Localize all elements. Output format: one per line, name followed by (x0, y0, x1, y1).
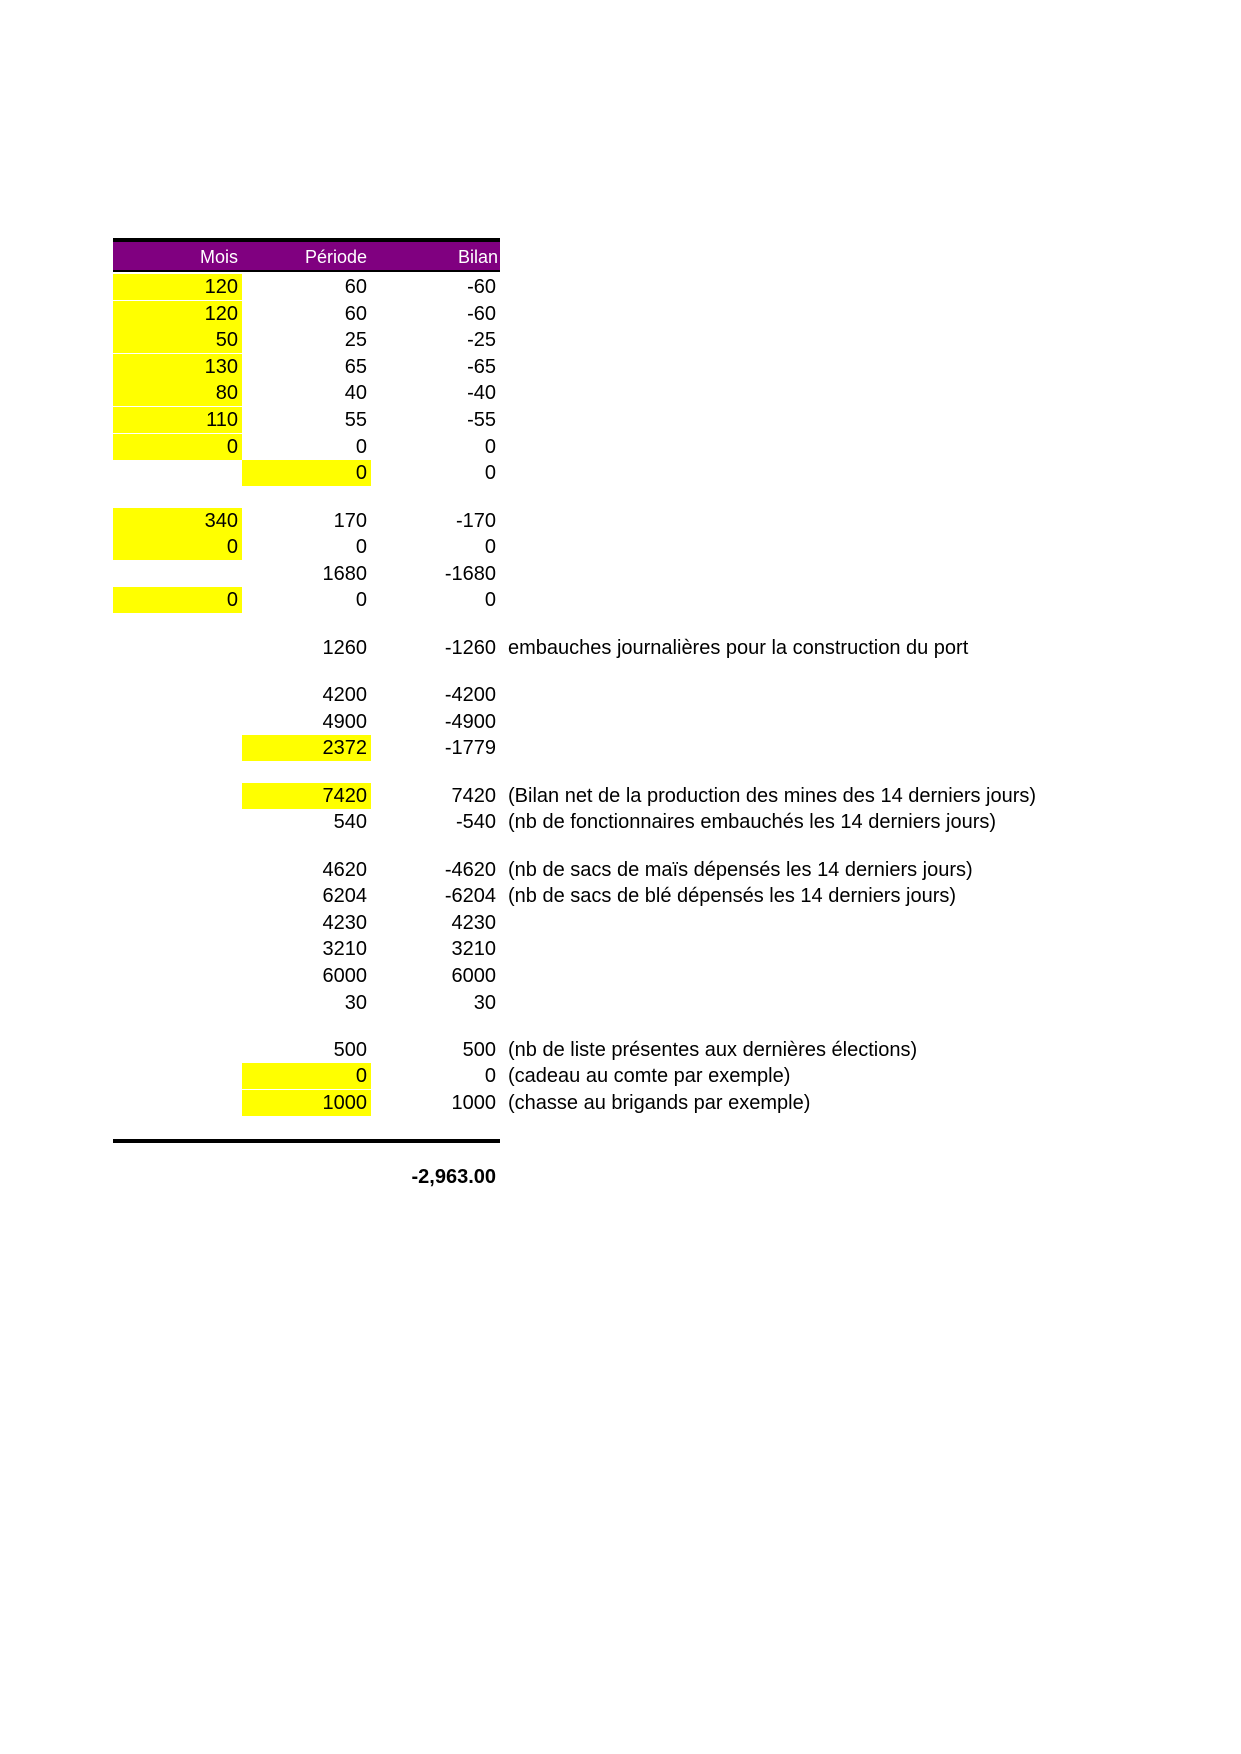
cell-periode[interactable]: 540 (333, 811, 367, 834)
table-row (113, 534, 1131, 560)
cell-note[interactable]: embauches journalières pour la construction du port (508, 636, 969, 659)
cell-bilan[interactable]: -60 (467, 302, 496, 325)
cell-mois[interactable]: 340 (113, 508, 242, 534)
cell-mois[interactable] (113, 990, 242, 1016)
table-row (113, 587, 1131, 613)
cell-periode[interactable]: 4620 (322, 858, 367, 881)
cell-periode[interactable]: 2372 (242, 735, 371, 761)
table-row (113, 327, 1131, 353)
cell-bilan[interactable]: -40 (467, 382, 496, 405)
cell-mois[interactable] (113, 910, 242, 936)
cell-periode[interactable]: 4230 (322, 911, 367, 934)
cell-note[interactable] (500, 561, 1131, 587)
table-row (113, 434, 1131, 460)
table-row (113, 380, 1131, 406)
cell-bilan[interactable]: -4200 (444, 684, 496, 707)
cell-periode[interactable]: 4200 (322, 684, 367, 707)
cell-note[interactable]: (nb de liste présentes aux dernières élections) (508, 1038, 918, 1061)
cell-mois[interactable] (113, 460, 242, 486)
cell-periode[interactable]: 0 (355, 536, 367, 559)
cell-note[interactable] (500, 963, 1131, 989)
table-row (113, 1090, 1131, 1116)
cell-periode[interactable]: 1680 (322, 562, 367, 585)
cell-note[interactable] (500, 587, 1131, 613)
cell-bilan[interactable]: 3210 (451, 938, 496, 961)
cell-mois[interactable] (113, 883, 242, 909)
cell-bilan[interactable]: 0 (484, 536, 496, 559)
table-row (113, 561, 1131, 587)
table-row (113, 709, 1131, 735)
cell-note[interactable] (500, 327, 1131, 353)
cell-mois[interactable]: 50 (113, 327, 242, 353)
cell-note[interactable]: (chasse au brigands par exemple) (508, 1092, 811, 1115)
cell-periode[interactable]: 3210 (322, 938, 367, 961)
total-value[interactable]: -2,963.00 (411, 1165, 496, 1188)
table-row (113, 682, 1131, 708)
cell-note[interactable] (500, 534, 1131, 560)
table-row (113, 301, 1131, 327)
table-row (113, 508, 1131, 534)
cell-bilan[interactable]: -1260 (444, 636, 496, 659)
cell-periode[interactable]: 1000 (242, 1090, 371, 1116)
cell-periode[interactable]: 0 (242, 460, 371, 486)
cell-periode[interactable]: 1260 (322, 636, 367, 659)
cell-bilan[interactable]: -65 (467, 355, 496, 378)
cell-note[interactable] (500, 460, 1131, 486)
cell-periode[interactable]: 60 (344, 276, 367, 298)
table-row (113, 407, 1131, 433)
cell-mois[interactable]: 0 (113, 434, 242, 460)
table-row (113, 963, 1131, 989)
cell-mois[interactable]: 110 (113, 407, 242, 433)
cell-periode[interactable]: 7420 (242, 783, 371, 809)
table-row (113, 635, 1131, 661)
cell-note[interactable]: (nb de fonctionnaires embauchés les 14 derniers jours) (508, 811, 997, 834)
cell-bilan[interactable]: 0 (484, 589, 496, 612)
cell-note[interactable]: (nb de sacs de blé dépensés les 14 derniers jours) (508, 885, 957, 908)
cell-note[interactable] (500, 407, 1131, 433)
cell-mois[interactable] (113, 561, 242, 587)
table-row (113, 274, 1131, 300)
cell-bilan[interactable]: -4620 (444, 858, 496, 881)
cell-mois[interactable] (113, 682, 242, 708)
table-row (113, 910, 1131, 936)
cell-periode[interactable]: 30 (344, 991, 367, 1014)
cell-note[interactable] (500, 990, 1131, 1016)
cell-mois[interactable] (113, 635, 242, 661)
cell-mois[interactable]: 120 (113, 274, 242, 300)
cell-mois[interactable] (113, 936, 242, 962)
cell-note[interactable] (500, 380, 1131, 406)
cell-note[interactable] (500, 508, 1131, 534)
cell-bilan[interactable]: -55 (467, 409, 496, 431)
cell-mois[interactable] (113, 1090, 242, 1116)
bottom-border (113, 1139, 500, 1143)
cell-bilan[interactable]: -4900 (444, 710, 496, 733)
cell-note[interactable] (500, 682, 1131, 708)
cell-bilan[interactable]: -25 (467, 329, 496, 352)
cell-bilan[interactable]: 4230 (451, 911, 496, 934)
cell-periode[interactable]: 170 (333, 509, 367, 532)
header-mois[interactable]: Mois (199, 247, 238, 267)
cell-periode[interactable]: 25 (344, 329, 367, 352)
cell-note[interactable] (500, 301, 1131, 327)
cell-periode[interactable]: 500 (333, 1038, 367, 1061)
cell-bilan[interactable]: -60 (467, 276, 496, 298)
cell-note[interactable] (500, 735, 1131, 761)
cell-mois[interactable] (113, 709, 242, 735)
cell-periode[interactable]: 40 (344, 382, 367, 405)
cell-bilan[interactable]: 0 (484, 1065, 496, 1088)
cell-bilan[interactable]: -1779 (444, 737, 496, 760)
cell-bilan[interactable]: 7420 (451, 784, 496, 807)
cell-periode[interactable]: 0 (242, 1063, 371, 1089)
cell-note[interactable] (500, 274, 1131, 300)
table-row (113, 809, 1131, 835)
cell-mois[interactable]: 120 (113, 301, 242, 327)
cell-bilan[interactable]: -540 (455, 811, 496, 834)
cell-periode[interactable]: 55 (344, 409, 367, 431)
cell-mois[interactable] (113, 857, 242, 883)
cell-periode[interactable]: 6000 (322, 964, 367, 987)
table-row (113, 1037, 1131, 1063)
cell-mois[interactable] (113, 963, 242, 989)
table-row (113, 735, 1131, 761)
cell-mois[interactable]: 80 (113, 380, 242, 406)
header-bilan[interactable]: Bilan (457, 247, 498, 267)
cell-note[interactable]: (Bilan net de la production des mines des 14 derniers jours) (508, 784, 1037, 807)
cell-note[interactable] (500, 434, 1131, 460)
cell-note[interactable]: (cadeau au comte par exemple) (508, 1065, 791, 1088)
table-row (113, 1063, 1131, 1089)
cell-mois[interactable]: 0 (113, 534, 242, 560)
table-row (113, 936, 1131, 962)
cell-periode[interactable]: 0 (355, 435, 367, 458)
cell-note[interactable]: (nb de sacs de maïs dépensés les 14 derniers jours) (508, 858, 973, 881)
cell-bilan[interactable]: 1000 (451, 1092, 496, 1115)
table-row (113, 783, 1131, 809)
cell-bilan[interactable]: 0 (484, 462, 496, 485)
cell-mois[interactable] (113, 735, 242, 761)
table-row (113, 990, 1131, 1016)
table-row (113, 460, 1131, 486)
cell-periode[interactable]: 65 (344, 355, 367, 378)
cell-note[interactable] (500, 709, 1131, 735)
cell-periode[interactable]: 6204 (322, 885, 367, 908)
cell-periode[interactable]: 0 (355, 589, 367, 612)
cell-mois[interactable] (113, 809, 242, 835)
cell-bilan[interactable]: 30 (473, 991, 496, 1014)
cell-note[interactable] (500, 936, 1131, 962)
cell-bilan[interactable]: -1680 (444, 562, 496, 585)
cell-mois[interactable] (113, 1037, 242, 1063)
cell-periode[interactable]: 4900 (322, 710, 367, 733)
cell-mois[interactable] (113, 1063, 242, 1089)
cell-note[interactable] (500, 910, 1131, 936)
cell-bilan[interactable]: -6204 (444, 885, 496, 908)
cell-bilan[interactable]: 6000 (451, 964, 496, 987)
table-row (113, 883, 1131, 909)
cell-note[interactable] (500, 354, 1131, 380)
table-row (113, 857, 1131, 883)
table-body (113, 238, 1131, 1438)
cell-periode[interactable]: 60 (344, 302, 367, 325)
table-row (113, 354, 1131, 380)
cell-bilan[interactable]: 0 (484, 435, 496, 458)
cell-mois[interactable]: 130 (113, 354, 242, 380)
cell-mois[interactable] (113, 783, 242, 809)
header-periode[interactable]: Période (304, 247, 367, 267)
cell-bilan[interactable]: 500 (462, 1038, 496, 1061)
cell-mois[interactable]: 0 (113, 587, 242, 613)
cell-bilan[interactable]: -170 (455, 509, 496, 532)
